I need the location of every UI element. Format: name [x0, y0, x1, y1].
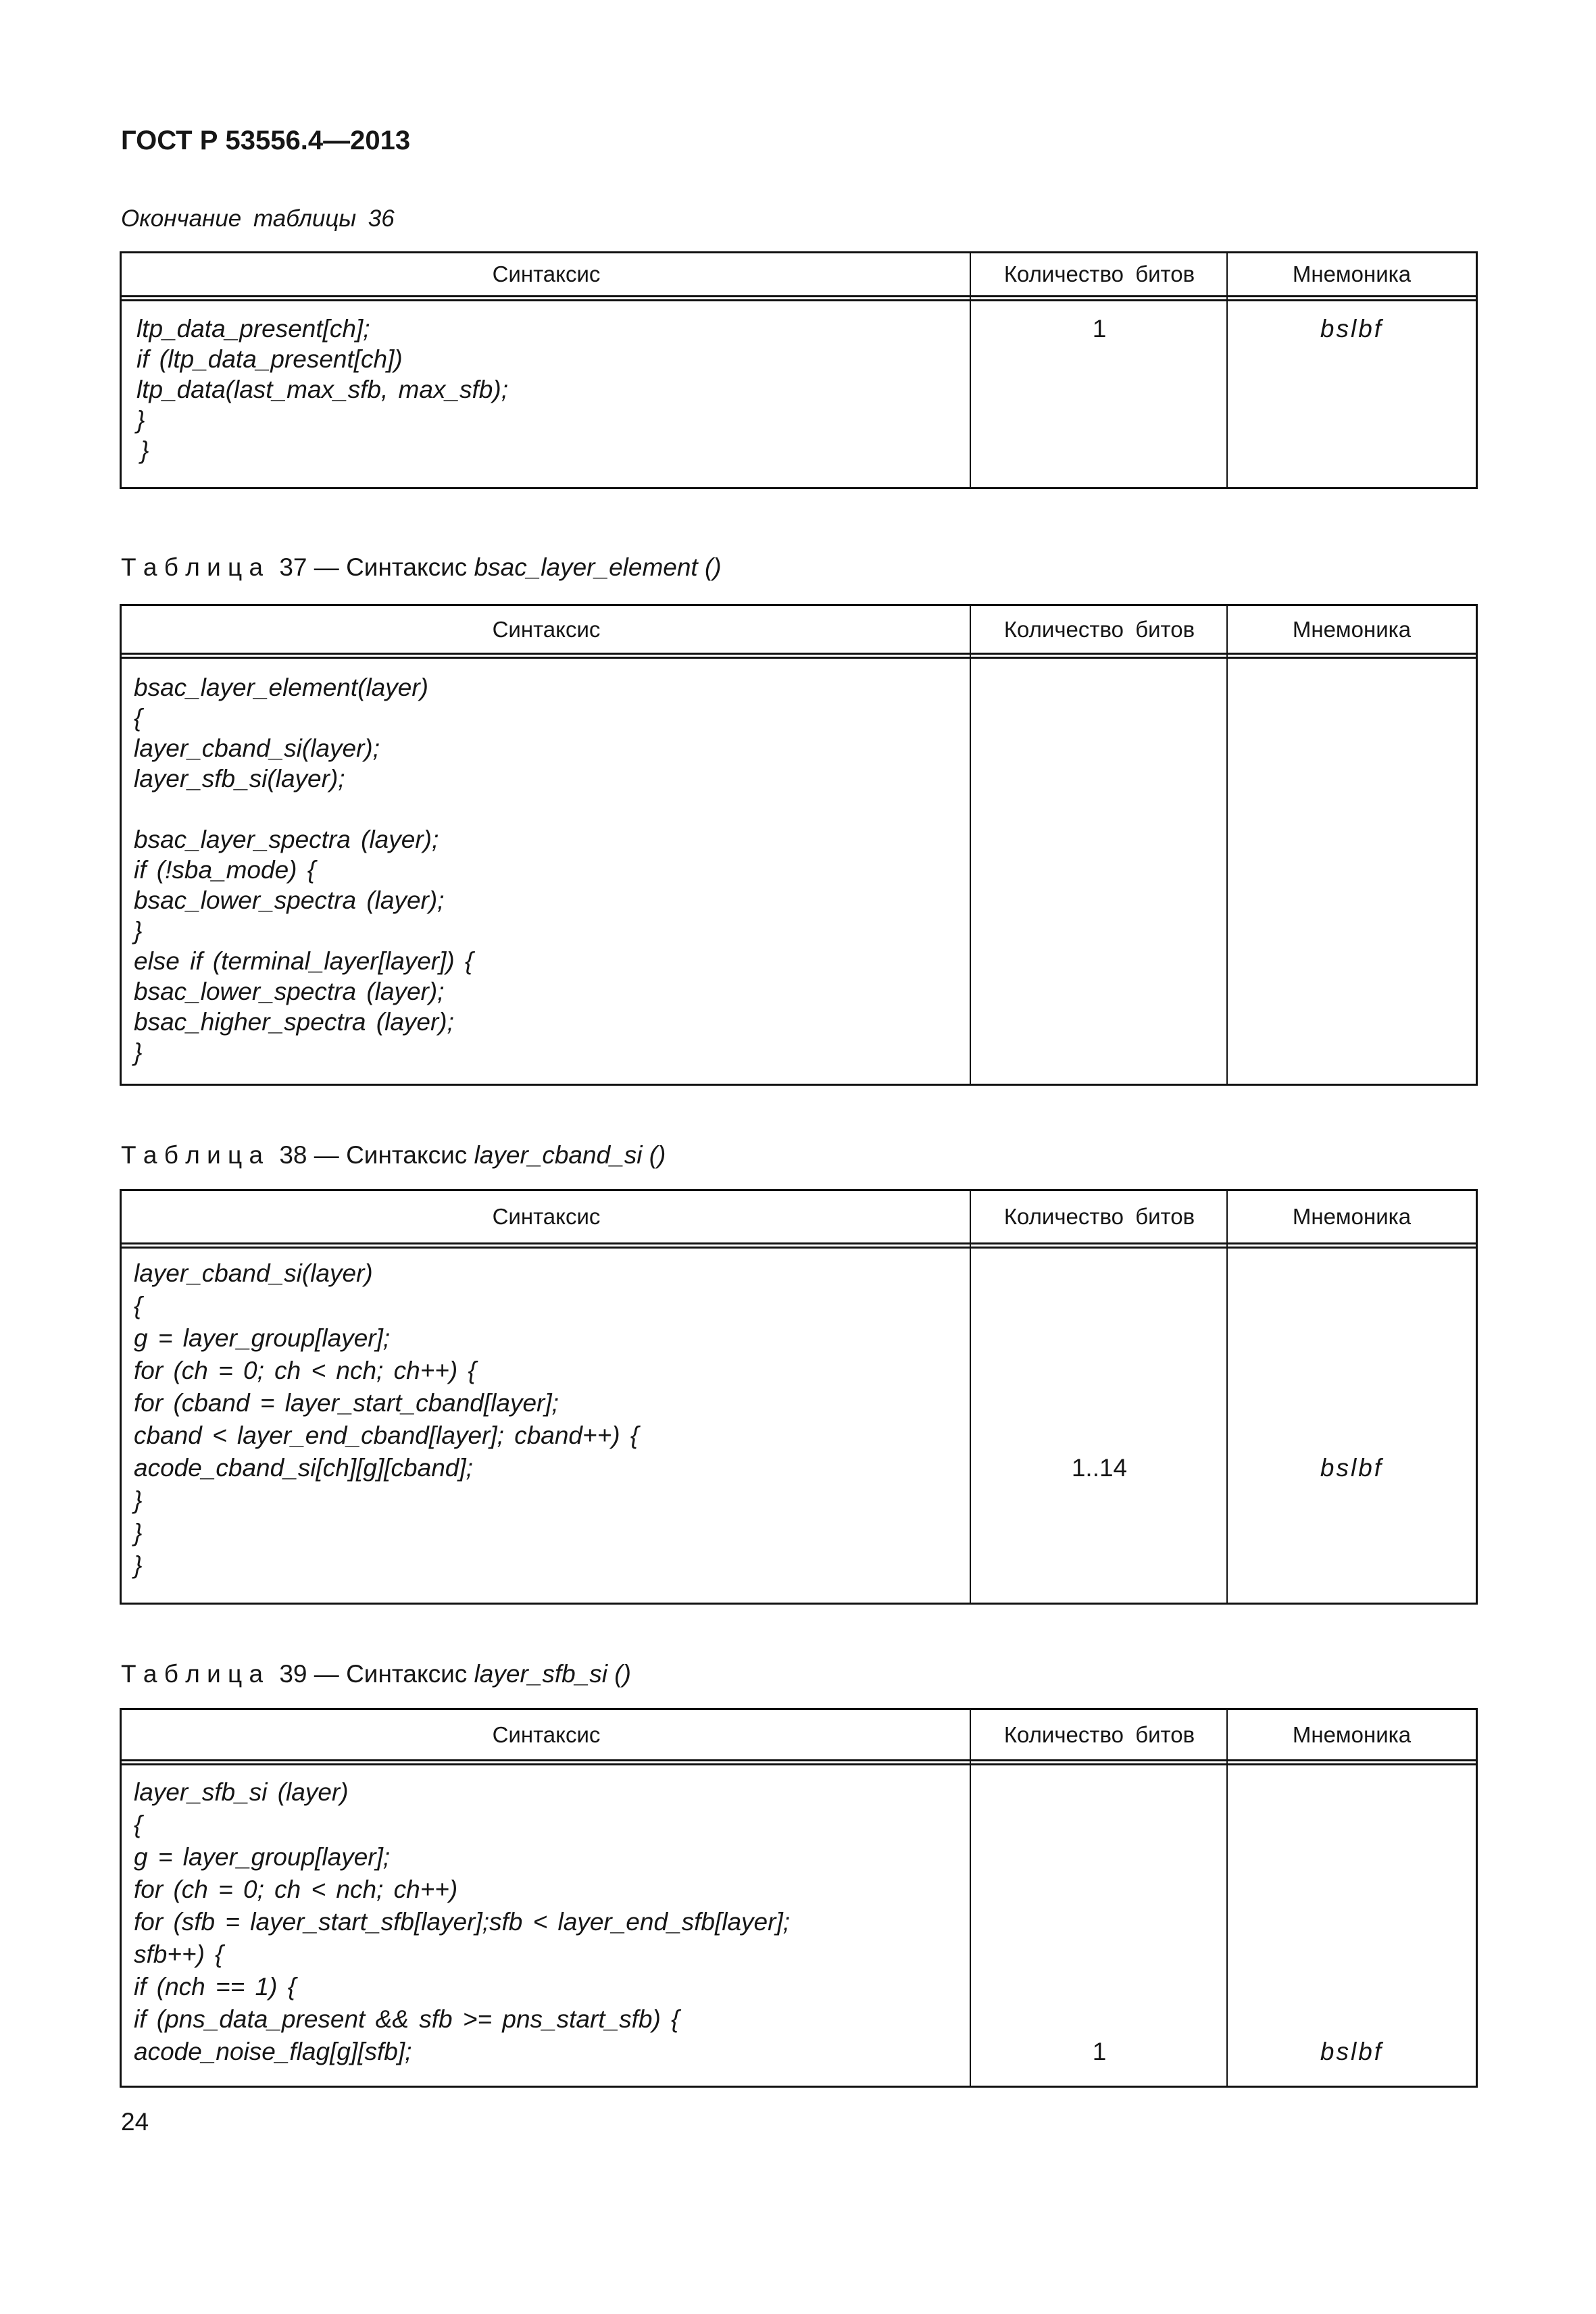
syntax-line — [134, 794, 971, 824]
table-body — [122, 1765, 1476, 2086]
syntax-line: layer_cband_si(layer) — [134, 1259, 373, 1287]
syntax-line: if (ltp_data_present[ch]) — [136, 345, 403, 373]
mnemonic-column — [1228, 1776, 1476, 2086]
column-header-mnemonic: Мнемоника — [1292, 261, 1412, 286]
syntax-line: layer_sfb_si(layer); — [134, 765, 345, 793]
column-divider — [1226, 1710, 1228, 2086]
caption-label: Т а б л и ц а — [121, 1660, 264, 1688]
table-header — [122, 1710, 1476, 1765]
table-37 — [120, 604, 1478, 1086]
column-divider — [970, 606, 971, 1084]
syntax-line: layer_cband_si(layer); — [134, 734, 380, 762]
syntax-line: } — [134, 1486, 143, 1514]
mnemonic-value: bslbf — [1320, 1454, 1384, 1482]
mnemonic-value: bslbf — [1320, 315, 1384, 343]
syntax-column — [122, 1257, 971, 1603]
syntax-line: bsac_layer_spectra (layer); — [134, 826, 439, 853]
caption-label: Т а б л и ц а — [121, 553, 264, 581]
syntax-line: bsac_lower_spectra (layer); — [134, 886, 445, 914]
syntax-line: { — [134, 1811, 143, 1838]
table-38-caption — [121, 1141, 666, 1169]
syntax-line: else if (terminal_layer[layer]) { — [134, 947, 474, 975]
column-header-mnemonic: Мнемоника — [1292, 616, 1412, 642]
bits-value: 1 — [1092, 2038, 1107, 2065]
syntax-line: if (!sba_mode) { — [134, 856, 316, 884]
syntax-line: cband < layer_end_cband[layer]; cband++) { — [134, 1422, 639, 1449]
column-header-syntax: Синтаксис — [492, 1721, 601, 1747]
caption-function-name: layer_cband_si () — [474, 1141, 666, 1169]
caption-label: Т а б л и ц а — [121, 1141, 264, 1169]
caption-text: — Синтаксис — [314, 1660, 468, 1688]
syntax-line: for (cband = layer_start_cband[layer]; — [134, 1389, 559, 1417]
column-header-bits: Количество битов — [1003, 616, 1195, 642]
caption-number: 39 — [279, 1660, 307, 1688]
syntax-line: for (ch = 0; ch < nch; ch++) — [134, 1876, 458, 1903]
syntax-line: acode_noise_flag[g][sfb]; — [134, 2038, 412, 2065]
syntax-line: g = layer_group[layer]; — [134, 1843, 391, 1871]
table-39 — [120, 1708, 1478, 2088]
mnemonic-column — [1228, 1257, 1476, 1603]
syntax-line: layer_sfb_si (layer) — [134, 1778, 349, 1806]
bits-column — [971, 1257, 1228, 1603]
column-header-mnemonic: Мнемоника — [1292, 1721, 1412, 1747]
syntax-line: if (nch == 1) { — [134, 1973, 297, 2001]
caption-text: — Синтаксис — [314, 553, 468, 581]
syntax-line: if (pns_data_present && sfb >= pns_start_sfb) { — [134, 2005, 680, 2033]
column-header-mnemonic: Мнемоника — [1292, 1204, 1412, 1229]
table-body — [122, 1249, 1476, 1603]
table-36 — [120, 251, 1478, 489]
bits-column — [971, 672, 1228, 1084]
table-37-caption — [121, 553, 722, 582]
column-header-syntax: Синтаксис — [492, 616, 601, 642]
caption-function-name: bsac_layer_element () — [474, 553, 722, 581]
table-continuation-label: Окончание таблицы 36 — [121, 205, 395, 232]
mnemonic-value: bslbf — [1320, 2038, 1384, 2065]
table-body — [122, 301, 1476, 487]
syntax-line: } — [134, 1551, 143, 1579]
syntax-line: } — [134, 1038, 143, 1066]
column-divider — [970, 1710, 971, 2086]
table-38 — [120, 1189, 1478, 1605]
caption-text: — Синтаксис — [314, 1141, 468, 1169]
column-header-bits: Количество битов — [1003, 1721, 1195, 1747]
syntax-column — [122, 313, 971, 487]
caption-function-name: layer_sfb_si () — [474, 1660, 631, 1688]
syntax-line: g = layer_group[layer]; — [134, 1324, 391, 1352]
bits-column — [971, 1776, 1228, 2086]
column-divider — [970, 1191, 971, 1603]
table-header — [122, 606, 1476, 659]
syntax-line: ltp_data(last_max_sfb, max_sfb); — [136, 376, 508, 403]
syntax-column — [122, 672, 971, 1084]
syntax-line: sfb++) { — [134, 1940, 224, 1968]
syntax-line: } — [136, 406, 145, 434]
bits-column — [971, 313, 1228, 487]
table-header — [122, 253, 1476, 301]
syntax-line: ltp_data_present[ch]; — [136, 315, 370, 343]
syntax-line: } — [134, 917, 143, 945]
column-header-bits: Количество битов — [1003, 261, 1195, 286]
caption-number: 38 — [279, 1141, 307, 1169]
caption-number: 37 — [279, 553, 307, 581]
syntax-column — [122, 1776, 971, 2086]
table-39-caption — [121, 1660, 631, 1688]
column-divider — [970, 253, 971, 487]
table-header — [122, 1191, 1476, 1249]
syntax-line: bsac_higher_spectra (layer); — [134, 1008, 454, 1036]
page-number: 24 — [121, 2108, 149, 2136]
syntax-line: } — [134, 1519, 143, 1546]
syntax-line: acode_cband_si[ch][g][cband]; — [134, 1454, 473, 1482]
syntax-line: } — [141, 436, 149, 464]
syntax-line: { — [134, 1292, 143, 1319]
syntax-line: for (ch = 0; ch < nch; ch++) { — [134, 1357, 476, 1384]
bits-value: 1..14 — [1071, 1454, 1128, 1482]
syntax-line: { — [134, 704, 143, 732]
table-body — [122, 659, 1476, 1084]
column-header-bits: Количество битов — [1003, 1204, 1195, 1229]
mnemonic-column — [1228, 313, 1476, 487]
column-divider — [1226, 253, 1228, 487]
bits-value: 1 — [1092, 315, 1107, 343]
column-header-syntax: Синтаксис — [492, 1204, 601, 1229]
syntax-line: for (sfb = layer_start_sfb[layer];sfb < layer_end_sfb[layer]; — [134, 1908, 791, 1936]
column-header-syntax: Синтаксис — [492, 261, 601, 286]
mnemonic-column — [1228, 672, 1476, 1084]
column-divider — [1226, 606, 1228, 1084]
standard-code: ГОСТ Р 53556.4—2013 — [121, 126, 411, 155]
syntax-line: bsac_layer_element(layer) — [134, 674, 428, 701]
column-divider — [1226, 1191, 1228, 1603]
syntax-line: bsac_lower_spectra (layer); — [134, 978, 445, 1005]
